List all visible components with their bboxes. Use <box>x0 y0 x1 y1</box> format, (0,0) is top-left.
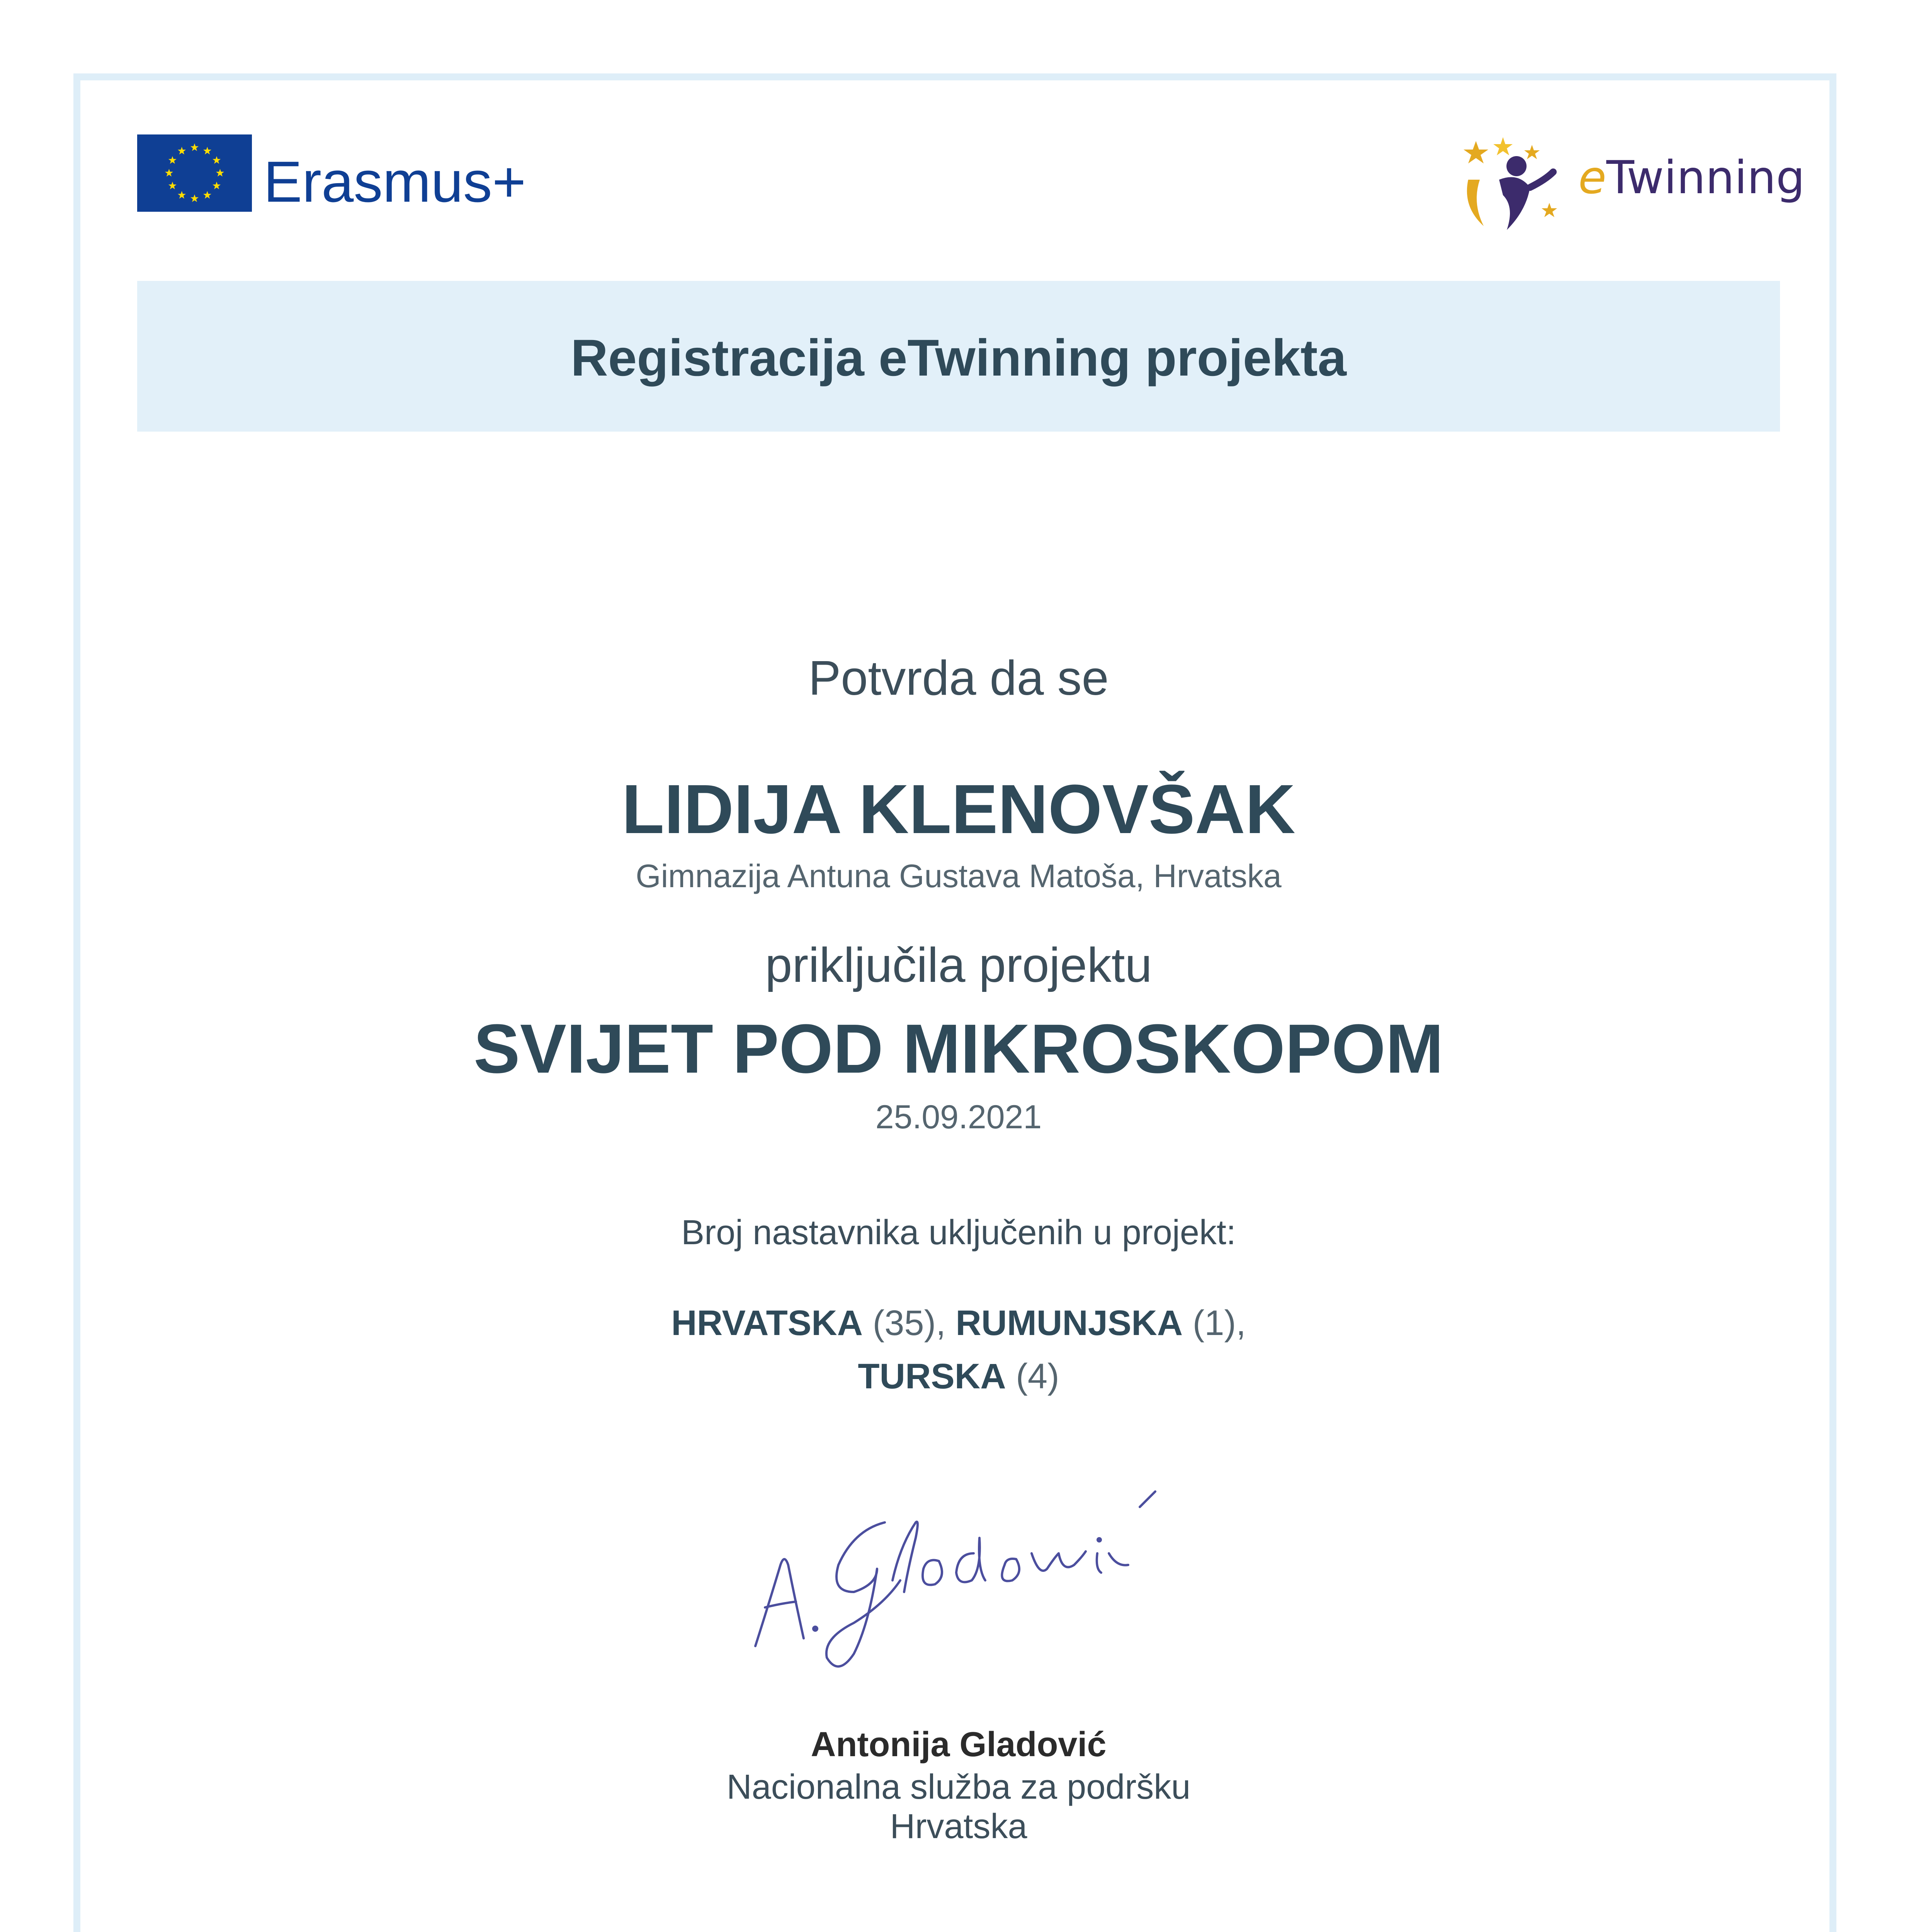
country-line-2 <box>137 1350 1780 1403</box>
teacher-name: LIDIJA KLENOVŠAK <box>622 770 1295 848</box>
erasmus-logo-text: Erasmus+ <box>264 149 526 214</box>
country-list <box>137 1296 1780 1403</box>
eu-flag-icon <box>137 134 252 212</box>
country-count: (4) <box>1016 1357 1059 1396</box>
signer-organisation: Nacionalna služba za podršku <box>726 1768 1191 1806</box>
confirm-text: Potvrda da se <box>808 651 1109 705</box>
country-count: (1), <box>1192 1303 1246 1343</box>
school-name: Gimnazija Antuna Gustava Matoša, Hrvatska <box>636 858 1282 894</box>
project-name: SVIJET POD MIKROSKOPOM <box>473 1010 1444 1088</box>
registration-date: 25.09.2021 <box>875 1099 1042 1136</box>
country-count: (35), <box>872 1303 946 1343</box>
joined-text: priključila projektu <box>765 938 1152 992</box>
etwinning-logo-e: e <box>1578 151 1607 204</box>
signer-name: Antonija Gladović <box>811 1725 1107 1764</box>
country-name: HRVATSKA <box>671 1303 863 1343</box>
teachers-count-label: Broj nastavnika uključenih u projekt: <box>681 1213 1236 1252</box>
etwinning-logo-rest: Twinning <box>1606 151 1805 204</box>
country-line-1 <box>137 1296 1780 1350</box>
signature-image <box>738 1476 1190 1677</box>
country-name: RUMUNJSKA <box>955 1303 1183 1343</box>
etwinning-logo-text <box>1578 151 1805 204</box>
certificate-title: Registracija eTwinning projekta <box>571 329 1346 387</box>
signer-country: Hrvatska <box>890 1807 1027 1846</box>
etwinning-logo-icon <box>1453 133 1573 234</box>
country-name: TURSKA <box>858 1357 1006 1396</box>
